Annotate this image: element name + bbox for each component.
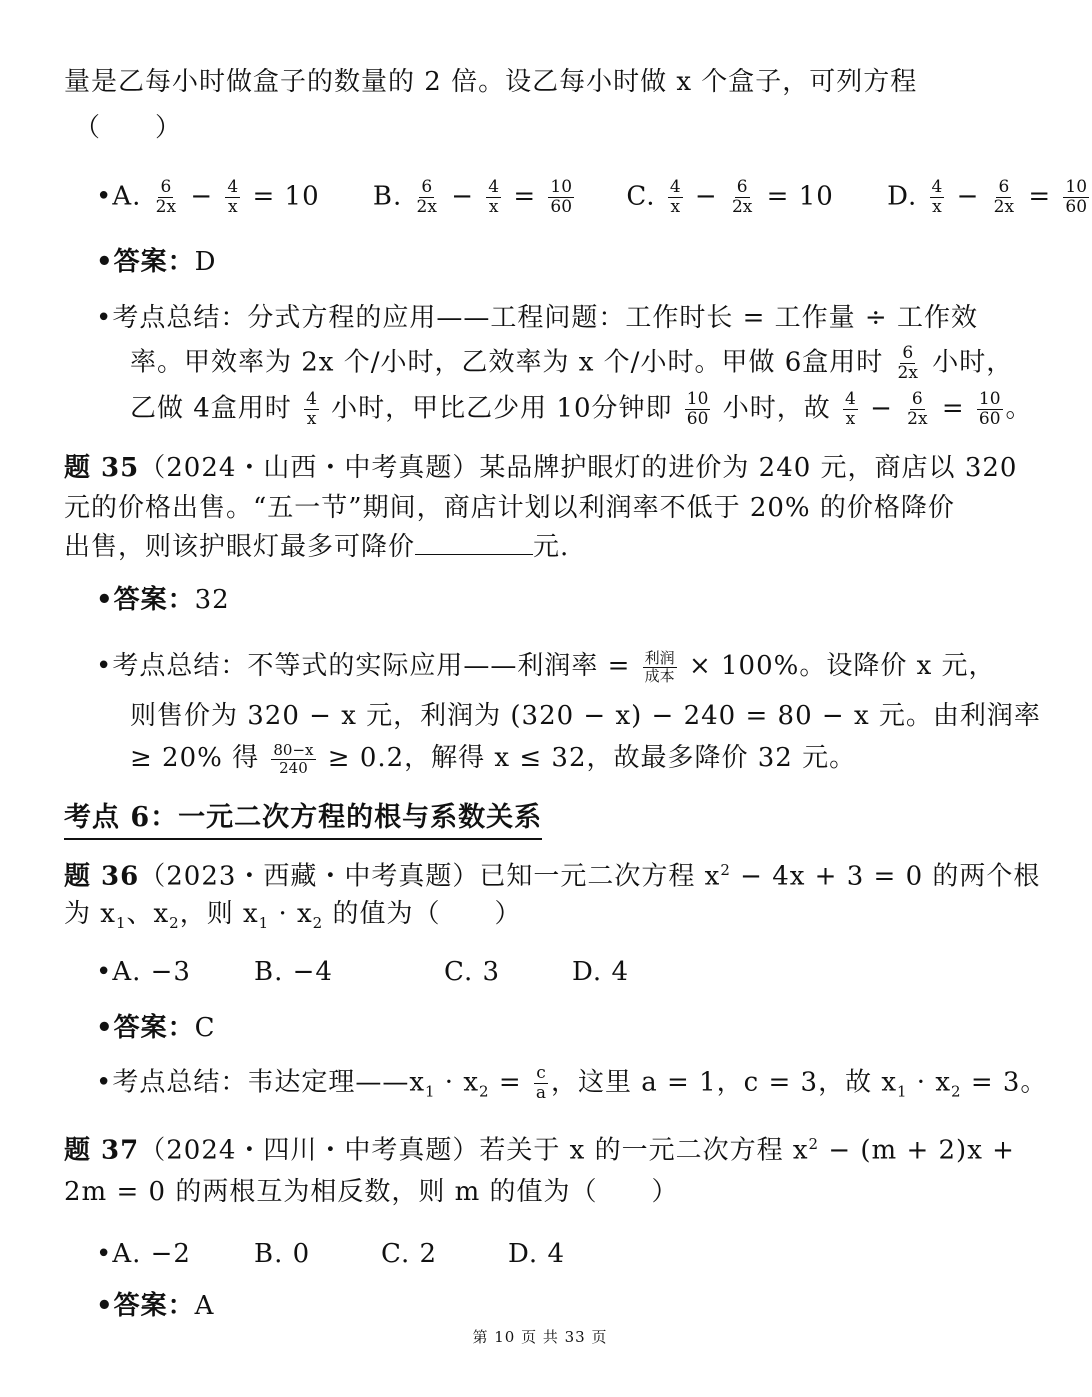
question-36-line2: 为 $x_1$、$x_2$，则 $x_1 \cdot x_2$ 的值为（ ） <box>64 899 522 933</box>
fraction: $\frac{6}{2x}$ <box>416 177 437 217</box>
question-35-summary-line2: 则售价为 320 − x 元，利润为 (320 − x) − 240 = 80 − x 元。由利润率 <box>130 701 1041 731</box>
fraction: $\frac{4}{x}$ <box>227 177 239 217</box>
option-b: B. $\frac{6}{2x}$ − $\frac{4}{x}$ = $\frac{10}{60}$ <box>372 177 573 217</box>
option-c: C. 3 <box>444 957 501 987</box>
question-number: 题 35 <box>64 453 140 483</box>
fraction: $\frac{6}{2x}$ <box>907 389 928 429</box>
fraction: $\frac{80-x}{240}$ <box>273 740 314 777</box>
question-36-line1: 题 36（2023・西藏・中考真题）已知一元二次方程 $x^2 - 4x + 3 = 0$ 的两个根 <box>64 861 1041 892</box>
fraction: $\frac{6}{2x}$ <box>897 343 918 383</box>
fraction: $\frac{\text{利润}}{\text{成本}}$ <box>644 648 675 685</box>
fraction: $\frac{6}{2x}$ <box>993 177 1015 217</box>
answer-blank <box>415 528 533 555</box>
option-b: B. −4 <box>254 957 333 987</box>
question-37-answer: •答案：A <box>96 1291 215 1321</box>
question-35-answer: •答案：32 <box>96 585 230 615</box>
question-34-summary-line2: 率。甲效率为 2x 个/小时，乙效率为 x 个/小时。甲做 6盒用时 $\frac{6}{2x}$ 小时， <box>130 343 1014 383</box>
question-34-options <box>96 178 1092 217</box>
option-a: •A. −2 <box>96 1239 191 1269</box>
fraction: $\frac{10}{60}$ <box>978 389 1001 429</box>
option-b: B. 0 <box>254 1239 311 1269</box>
fraction: $\frac{6}{2x}$ <box>155 177 177 217</box>
option-d: D. $\frac{4}{x}$ − $\frac{6}{2x}$ = $\frac{10}{60}$ <box>887 177 1088 217</box>
fraction: $\frac{6}{2x}$ <box>731 177 753 217</box>
question-35-line2: 元的价格出售。“五一节”期间，商店计划以利润率不低于 20% 的价格降价 <box>64 493 955 523</box>
question-34-summary-line3: 乙做 4盒用时 $\frac{4}{x}$ 小时，甲比乙少用 10分钟即 $\frac{10}{60}$ 小时，故 $\frac{4}{x}$ − $\frac{6}{2x}$ = $\frac{10}{60}$ 。 <box>130 389 1033 429</box>
option-d: D. 4 <box>572 957 629 987</box>
option-c: C. $\frac{4}{x}$ − $\frac{6}{2x}$ = 10 <box>626 177 834 217</box>
page-footer: 第 10 页 共 33 页 <box>472 1328 608 1346</box>
question-36-summary: •考点总结：韦达定理$——x_1 \cdot x_2$ = $\frac{c}{a}$ ，这里 a = 1，c = 3，故 $x_1 \cdot x_2 = 3$。 <box>96 1063 1048 1103</box>
fraction: $\frac{c}{a}$ <box>535 1063 547 1103</box>
question-36-answer: •答案：C <box>96 1013 216 1043</box>
option-a: •A. −3 <box>96 957 191 987</box>
question-35-line3: 出售，则该护眼灯最多可降价 元. <box>64 528 569 565</box>
option-c: C. 2 <box>381 1239 438 1269</box>
question-35-summary-line3: ≥ 20% 得 $\frac{80-x}{240}$ ≥ 0.2，解得 x ≤ 32，故最多降价 32 元。 <box>130 740 857 777</box>
fraction: $\frac{4}{x}$ <box>488 177 500 217</box>
question-35-summary-line1: •考点总结：不等式的实际应用——利润率 = $\frac{\text{利润}}{\text{成本}}$ × 100%。设降价 x 元， <box>96 648 996 685</box>
question-37-line1: 题 37（2024・四川・中考真题）若关于 x 的一元二次方程 $x^2 - (m + 2)x$ + <box>64 1135 1015 1166</box>
question-35-line1: 题 35（2024・山西・中考真题）某品牌护眼灯的进价为 240 元，商店以 320 <box>64 453 1018 483</box>
fraction: $\frac{4}{x}$ <box>669 177 681 217</box>
option-a: •A. $\frac{6}{2x}$ − $\frac{4}{x}$ = 10 <box>96 177 320 217</box>
fraction: $\frac{4}{x}$ <box>931 177 943 217</box>
question-34-answer: •答案：D <box>96 247 217 277</box>
question-number: 题 37 <box>64 1135 140 1166</box>
question-34-summary-line1: •考点总结：分式方程的应用——工程问题：工作时长 = 工作量 ÷ 工作效 <box>96 303 978 333</box>
fraction: $\frac{10}{60}$ <box>550 177 573 217</box>
question-36-options <box>96 954 629 990</box>
fraction: $\frac{4}{x}$ <box>306 389 317 429</box>
fraction: $\frac{4}{x}$ <box>844 389 856 429</box>
question-34-continuation: 量是乙每小时做盒子的数量的 2 倍。设乙每小时做 x 个盒子，可列方程 <box>64 67 918 97</box>
question-number: 题 36 <box>64 861 140 892</box>
question-34-bracket: （ ） <box>74 113 183 143</box>
section-heading: 考点 6：一元二次方程的根与系数关系 <box>64 798 542 840</box>
option-d: D. 4 <box>508 1239 565 1269</box>
question-37-line2: 2m = 0 的两根互为相反数，则 m 的值为（ ） <box>64 1177 679 1207</box>
question-37-options <box>96 1236 565 1272</box>
fraction: $\frac{10}{60}$ <box>1065 177 1088 217</box>
fraction: $\frac{10}{60}$ <box>686 389 709 429</box>
